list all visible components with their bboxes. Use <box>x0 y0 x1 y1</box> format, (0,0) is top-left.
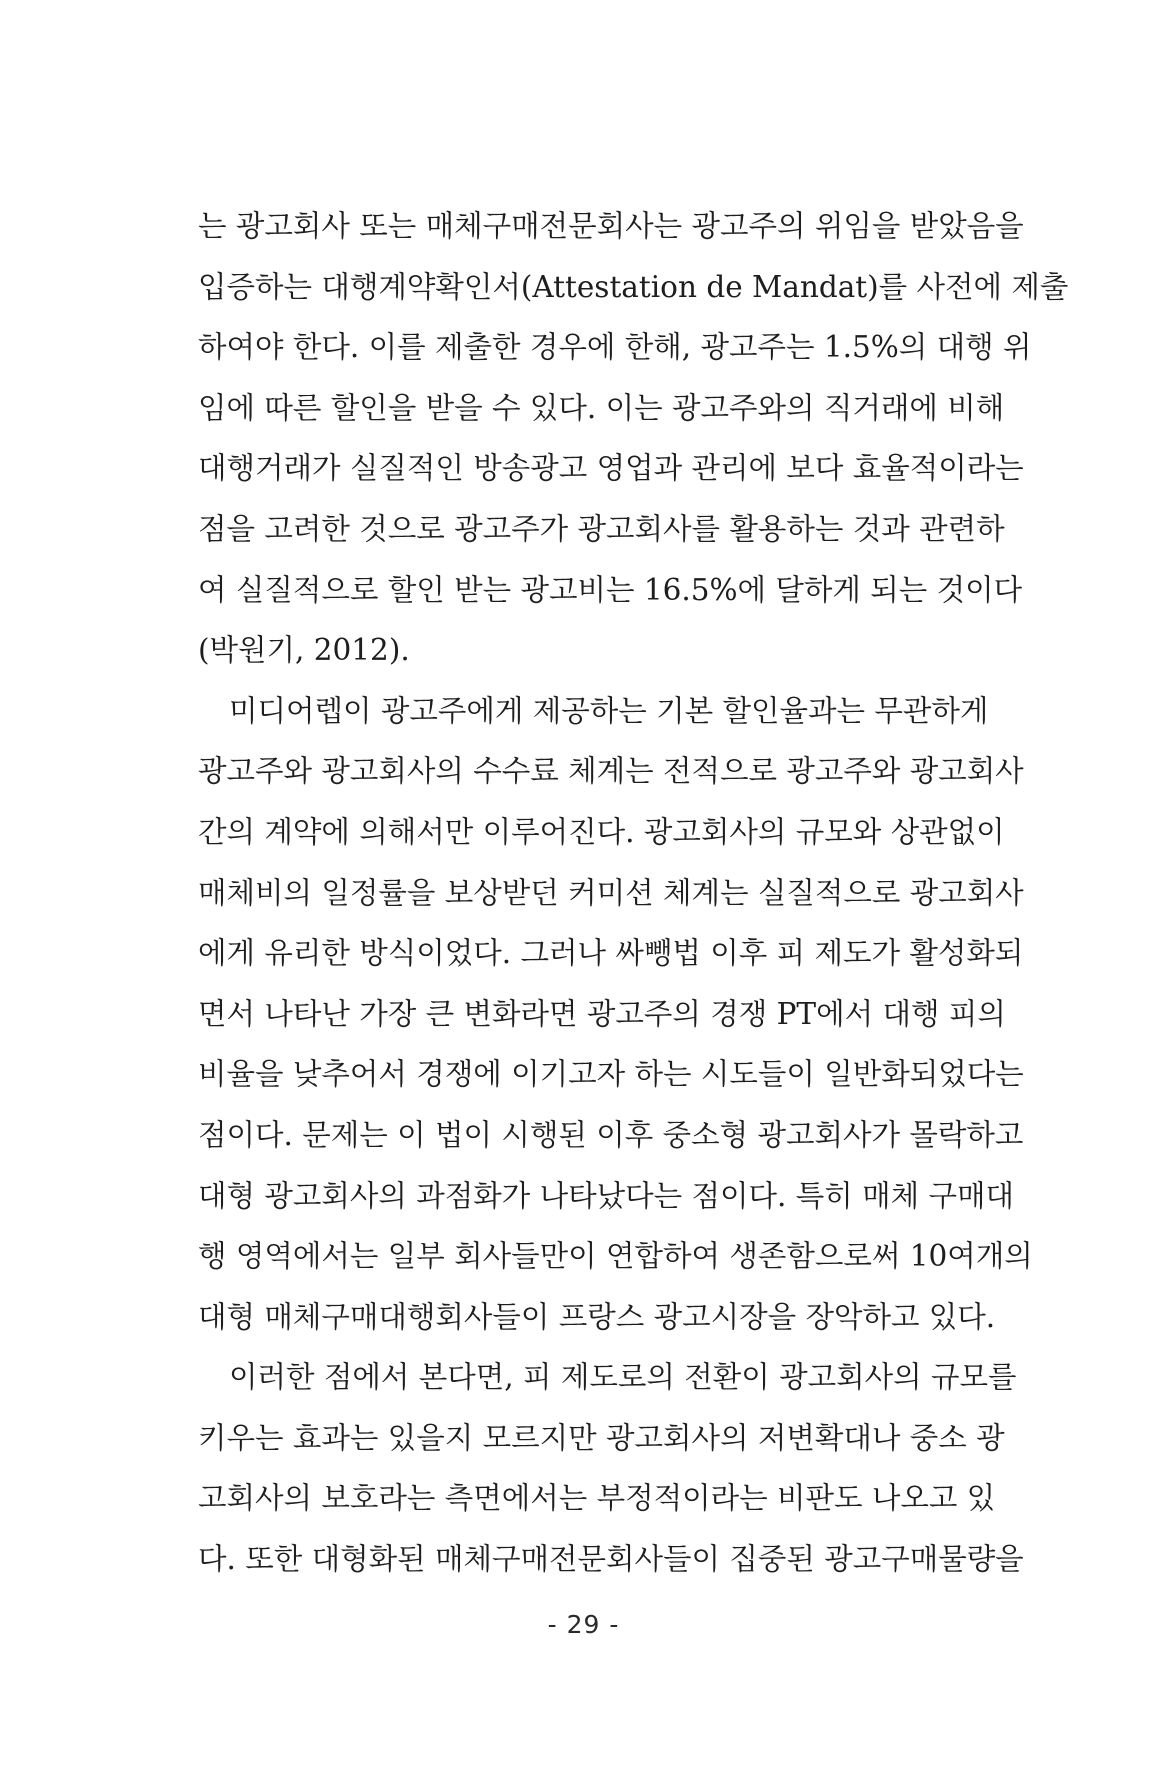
text-line: 간의 계약에 의해서만 이루어진다. 광고회사의 규모와 상관없이 <box>198 814 1005 849</box>
text-line: (박원기, 2012). <box>198 633 410 668</box>
text-line: 행 영역에서는 일부 회사들만이 연합하여 생존함으로써 10여개의 <box>198 1239 1033 1274</box>
text-line: 비율을 낮추어서 경쟁에 이기고자 하는 시도들이 일반화되었다는 <box>198 1057 1024 1092</box>
text-line: 점을 고려한 것으로 광고주가 광고회사를 활용하는 것과 관련하 <box>198 511 1005 546</box>
text-line: 키우는 효과는 있을지 모르지만 광고회사의 저변확대나 중소 광 <box>198 1420 1005 1455</box>
text-line: 입증하는 대행계약확인서(Attestation de Mandat)를 사전에 제출 <box>198 269 1069 304</box>
text-line: 다. 또한 대형화된 매체구매전문회사들이 집중된 광고구매물량을 <box>198 1542 1024 1577</box>
text-line: 대형 광고회사의 과점화가 나타났다는 점이다. 특히 매체 구매대 <box>198 1178 1014 1213</box>
text-line: 대행거래가 실질적인 방송광고 영업과 관리에 보다 효율적이라는 <box>198 451 1024 486</box>
paragraph <box>198 196 1069 681</box>
body-text <box>198 196 1069 1590</box>
text-line: 면서 나타난 가장 큰 변화라면 광고주의 경쟁 PT에서 대행 피의 <box>198 996 1006 1031</box>
text-line: 이러한 점에서 본다면, 피 제도로의 전환이 광고회사의 규모를 <box>229 1360 1017 1395</box>
paragraph <box>198 681 1033 1348</box>
text-line: 미디어렙이 광고주에게 제공하는 기본 할인율과는 무관하게 <box>229 693 989 728</box>
text-line: 광고주와 광고회사의 수수료 체계는 전적으로 광고주와 광고회사 <box>198 754 1024 789</box>
text-line: 매체비의 일정률을 보상받던 커미션 체계는 실질적으로 광고회사 <box>198 875 1024 910</box>
text-line: 고회사의 보호라는 측면에서는 부정적이라는 비판도 나오고 있 <box>198 1481 996 1516</box>
text-line: 여 실질적으로 할인 받는 광고비는 16.5%에 달하게 되는 것이다 <box>198 572 1023 607</box>
text-line: 점이다. 문제는 이 법이 시행된 이후 중소형 광고회사가 몰락하고 <box>198 1117 1024 1152</box>
text-line: 하여야 한다. 이를 제출한 경우에 한해, 광고주는 1.5%의 대행 위 <box>198 330 1032 365</box>
page-number: - 29 - <box>547 1610 620 1639</box>
text-line: 는 광고회사 또는 매체구매전문회사는 광고주의 위임을 받았음을 <box>198 209 1024 243</box>
text-line: 대형 매체구매대행회사들이 프랑스 광고시장을 장악하고 있다. <box>198 1299 996 1334</box>
paragraph <box>198 1347 1024 1589</box>
text-line: 에게 유리한 방식이었다. 그러나 싸뺑법 이후 피 제도가 활성화되 <box>198 936 1024 971</box>
text-line: 임에 따른 할인을 받을 수 있다. 이는 광고주와의 직거래에 비해 <box>198 390 1005 425</box>
